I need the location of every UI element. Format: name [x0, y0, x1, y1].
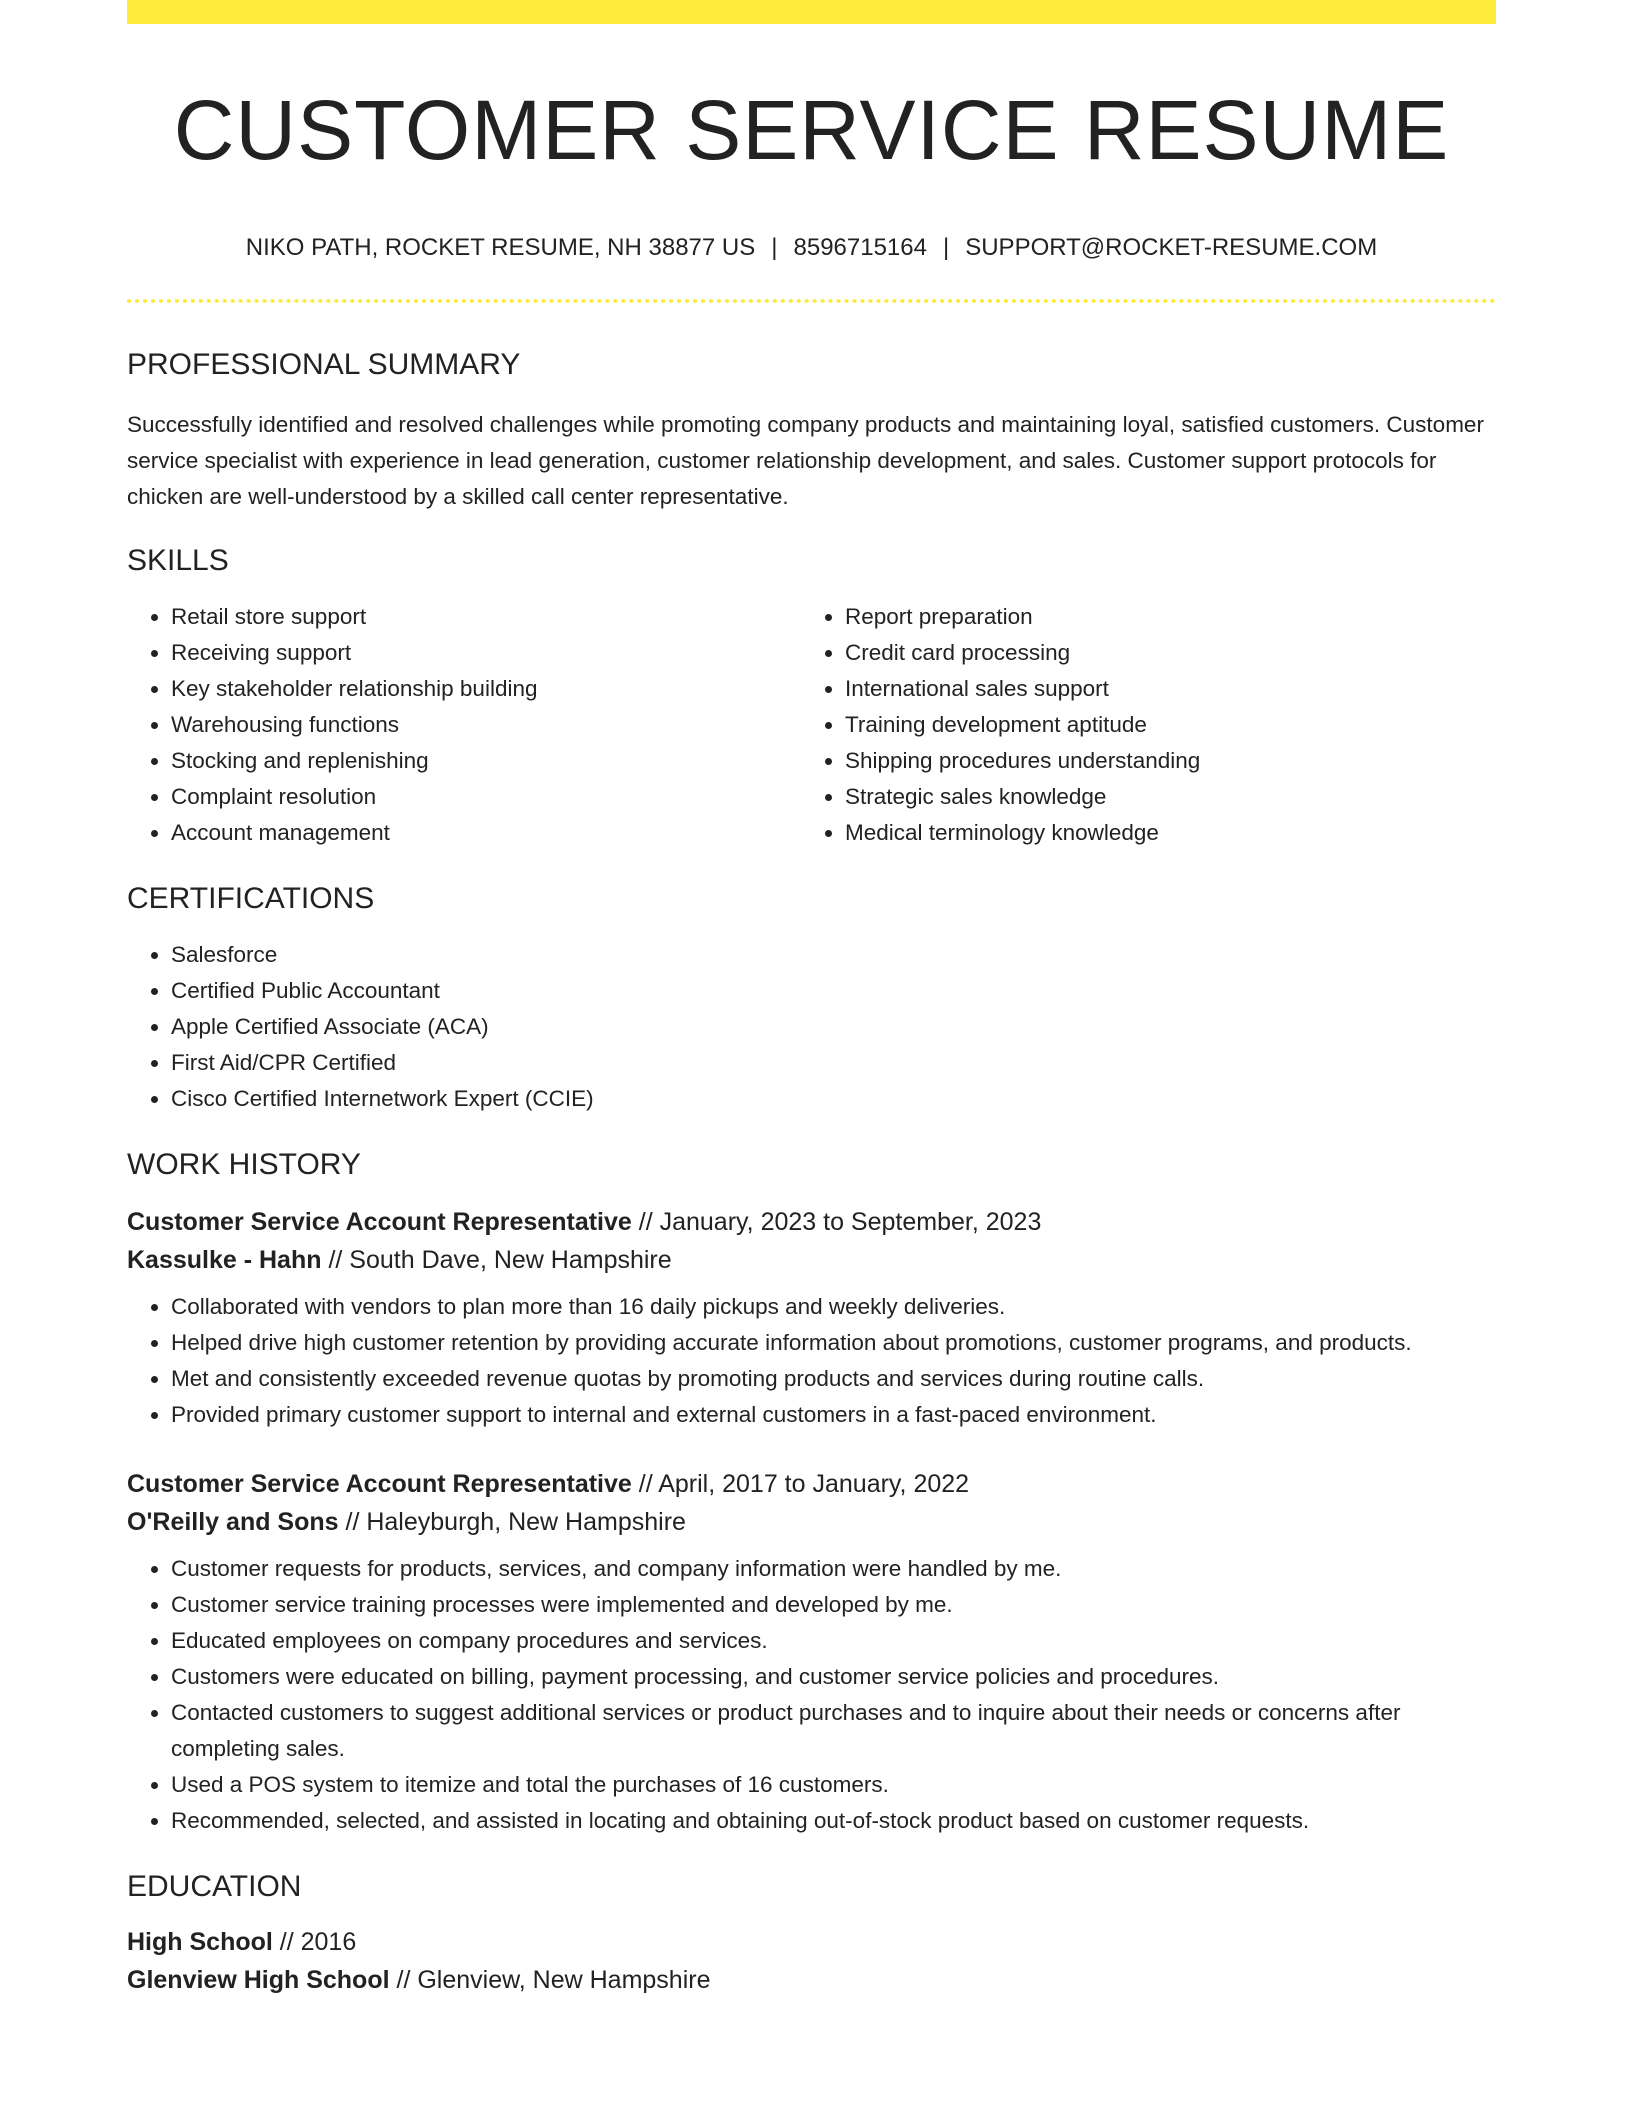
- job-company: Kassulke - Hahn: [127, 1246, 322, 1275]
- dotted-divider: [127, 299, 1496, 303]
- skill-item: • Warehousing functions: [171, 707, 801, 743]
- job-bullet: • Customer requests for products, services, and company information were handled by me.: [171, 1551, 1496, 1587]
- job-dates: // April, 2017 to January, 2022: [631, 1470, 970, 1499]
- resume-page: [127, 0, 1496, 1999]
- education-school: Glenview High School: [127, 1966, 390, 1995]
- certifications-heading: CERTIFICATIONS: [127, 882, 375, 916]
- job-bullet: • Used a POS system to itemize and total the purchases of 16 customers.: [171, 1767, 1496, 1803]
- skills-columns: [127, 599, 1496, 851]
- job-bullet: • Customers were educated on billing, payment processing, and customer service policies and procedures.: [171, 1659, 1496, 1695]
- skill-item: • Retail store support: [171, 599, 801, 635]
- contact-email: SUPPORT@ROCKET-RESUME.COM: [965, 234, 1378, 262]
- job-title: Customer Service Account Representative: [127, 1208, 632, 1237]
- job-dates: // January, 2023 to September, 2023: [631, 1208, 1042, 1237]
- contact-address: NIKO PATH, ROCKET RESUME, NH 38877 US: [245, 234, 756, 262]
- job-bullet: • Educated employees on company procedures and services.: [171, 1623, 1496, 1659]
- job-bullet: • Collaborated with vendors to plan more than 16 daily pickups and weekly deliveries.: [171, 1289, 1496, 1325]
- education-degree: High School: [127, 1928, 273, 1957]
- skills-list-right: [801, 599, 1475, 851]
- job-bullets: [127, 1289, 1496, 1433]
- skill-item: • Receiving support: [171, 635, 801, 671]
- skill-item: • Shipping procedures understanding: [845, 743, 1475, 779]
- job-location: // South Dave, New Hampshire: [321, 1246, 672, 1275]
- skill-item: • International sales support: [845, 671, 1475, 707]
- education-year: // 2016: [272, 1928, 357, 1957]
- certification-item: • Apple Certified Associate (ACA): [171, 1009, 1496, 1045]
- job-bullet: • Recommended, selected, and assisted in locating and obtaining out-of-stock product based on customer requests.: [171, 1803, 1496, 1839]
- skill-item: • Stocking and replenishing: [171, 743, 801, 779]
- job-bullet: • Helped drive high customer retention by providing accurate information about promotions, customer programs, and products.: [171, 1325, 1496, 1361]
- skills-heading: SKILLS: [127, 544, 229, 578]
- resume-title: CUSTOMER SERVICE RESUME: [173, 83, 1450, 177]
- job-bullets: [127, 1551, 1496, 1839]
- skill-item: • Medical terminology knowledge: [845, 815, 1475, 851]
- work-history-heading: WORK HISTORY: [127, 1148, 361, 1182]
- job-company-line: [127, 1503, 1496, 1541]
- job-bullet: • Provided primary customer support to internal and external customers in a fast-paced environment.: [171, 1397, 1496, 1433]
- skill-item: • Account management: [171, 815, 801, 851]
- skills-list-left: [127, 599, 801, 851]
- certification-item: • First Aid/CPR Certified: [171, 1045, 1496, 1081]
- skill-item: • Credit card processing: [845, 635, 1475, 671]
- job-entry: [127, 1203, 1496, 1433]
- education-location: // Glenview, New Hampshire: [389, 1966, 711, 1995]
- job-title: Customer Service Account Representative: [127, 1470, 632, 1499]
- job-bullet: • Contacted customers to suggest additional services or product purchases and to inquire about their needs or concerns after completing sales.: [171, 1695, 1496, 1767]
- education-degree-line: [127, 1923, 1496, 1961]
- contact-line: [127, 234, 1496, 263]
- job-bullet: • Met and consistently exceeded revenue quotas by promoting products and services during routine calls.: [171, 1361, 1496, 1397]
- job-title-line: [127, 1465, 1496, 1503]
- education-heading: EDUCATION: [127, 1870, 302, 1904]
- job-entry: [127, 1465, 1496, 1839]
- summary-text: Successfully identified and resolved challenges while promoting company products and maintaining loyal, satisfied customers. Customer service specialist with experience in lead generation, customer relationship development, and sales. Customer support protocols for chicken are well-understood by a skilled call center representative.: [127, 412, 1484, 510]
- skill-item: • Strategic sales knowledge: [845, 779, 1475, 815]
- certification-item: • Certified Public Accountant: [171, 973, 1496, 1009]
- certification-item: • Cisco Certified Internetwork Expert (CCIE): [171, 1081, 1496, 1117]
- summary-heading: PROFESSIONAL SUMMARY: [127, 348, 521, 382]
- top-accent-bar: [127, 0, 1496, 24]
- skill-item: • Complaint resolution: [171, 779, 801, 815]
- contact-separator: |: [771, 234, 778, 262]
- job-title-line: [127, 1203, 1496, 1241]
- skill-item: • Key stakeholder relationship building: [171, 671, 801, 707]
- job-bullet: • Customer service training processes were implemented and developed by me.: [171, 1587, 1496, 1623]
- job-location: // Haleyburgh, New Hampshire: [338, 1508, 686, 1537]
- certification-item: • Salesforce: [171, 937, 1496, 973]
- skill-item: • Training development aptitude: [845, 707, 1475, 743]
- job-company: O'Reilly and Sons: [127, 1508, 339, 1537]
- contact-separator: |: [942, 234, 950, 262]
- skill-item: • Report preparation: [845, 599, 1475, 635]
- job-company-line: [127, 1241, 1496, 1279]
- education-school-line: [127, 1961, 1496, 1999]
- contact-phone: 8596715164: [793, 234, 927, 262]
- certifications-list: [127, 937, 1496, 1117]
